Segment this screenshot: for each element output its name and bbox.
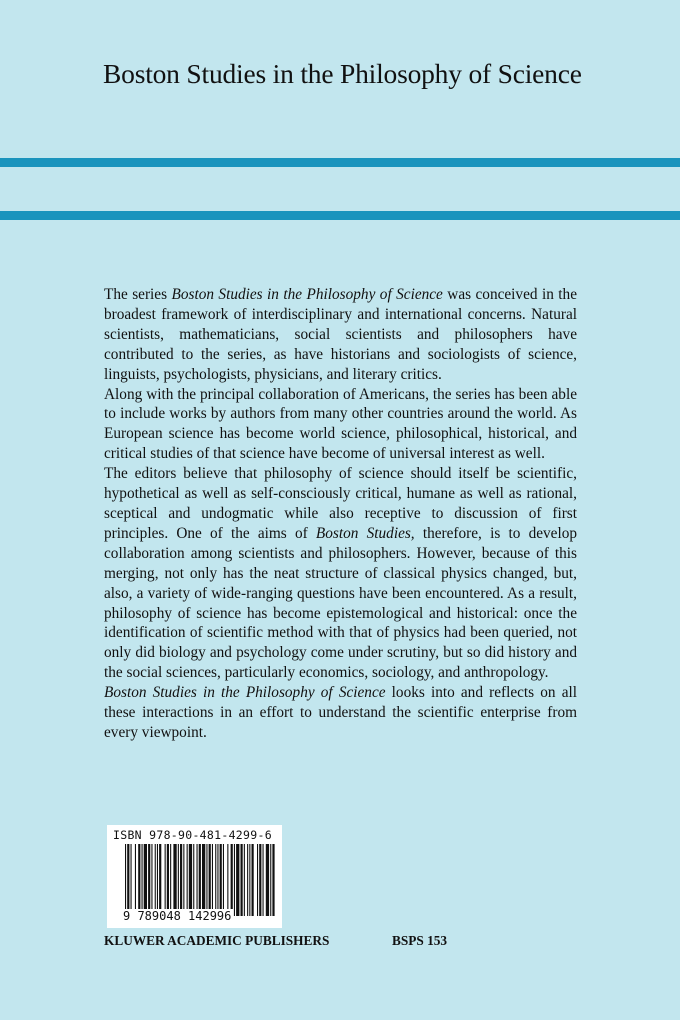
description-text <box>104 285 577 743</box>
paragraph <box>104 683 577 743</box>
paragraph <box>104 464 577 683</box>
text-segment: Along with the principal collaboration of Americans, the series has been able to include works by authors from many other countries around the world. As European science has become world science, philosophical, historical, and critical studies of that science have become of universal interest as well. <box>104 385 577 463</box>
barcode-bar <box>125 844 126 916</box>
barcode-bar <box>206 844 207 916</box>
barcode-bar <box>241 844 243 916</box>
text-segment: looks into and reflects on all these interactions in an effort to understand the scientific enterprise from every viewpoint. <box>104 684 577 741</box>
publisher-name: KLUWER ACADEMIC PUBLISHERS <box>104 933 330 948</box>
barcode-bar <box>257 844 258 916</box>
barcode-bar <box>170 844 171 916</box>
barcode-bar <box>127 844 129 916</box>
barcode-bar <box>178 844 179 916</box>
barcode-bar <box>263 844 264 916</box>
barcode-bar <box>217 844 218 916</box>
series-title: Boston Studies in the Philosophy of Science <box>103 58 582 89</box>
barcode-bar <box>165 844 166 916</box>
barcode-bar <box>138 844 140 916</box>
ean-number: 9 789048 142996 <box>123 909 232 923</box>
italic-text: Boston Studies in the Philosophy of Science <box>104 684 386 702</box>
text-segment: The series <box>104 286 172 303</box>
barcode-bar <box>148 844 150 916</box>
text-segment: The editors believe that philosophy of science should itself be scientific, hypothetical as well as self-consciously critical, humane as well as rational, sceptical and undogmatic while also receptive to discussion of first principles. One of the aims of <box>104 465 577 542</box>
text-segment: was conceived in the broadest framework of interdisciplinary and international concerns. Natural scientists, mathematicians, social scientists and philosophers have contributed to the series, as have historians and sociologists of science, linguists, psychologists, physicians, and literary critics. <box>104 286 577 383</box>
barcode-bar <box>167 844 169 916</box>
barcode-bar <box>187 844 188 916</box>
barcode-bar <box>197 844 198 916</box>
barcode-bar <box>223 844 224 916</box>
barcode-bar <box>135 844 136 916</box>
paragraph <box>104 285 577 385</box>
barcode-bar <box>247 844 248 916</box>
barcode-bar <box>252 844 254 916</box>
paragraph <box>104 385 577 465</box>
italic-text: Boston Studies in the Philosophy of Science <box>171 286 443 303</box>
barcode-bar <box>199 844 201 916</box>
barcode-bar <box>249 844 250 916</box>
barcode-bar <box>142 844 143 916</box>
barcode-bar <box>144 844 147 916</box>
text-segment: therefore, is to develop collaboration among scientists and philosophers. However, because of this merging, not only has the neat structure of classical physics changed, but, also, a variety of wide-ranging questions have been encountered. As a result, philosophy of science has become epistemological and historical: once the identification of scientific method with that of physics had been queried, not only did biology and psychology come under scrutiny, but so did history and the social sciences, particularly economics, sociology, and anthropology. <box>104 524 578 682</box>
barcode-bar <box>212 844 213 916</box>
barcode-bar <box>227 844 228 916</box>
barcode-bar <box>193 844 194 916</box>
barcode-bar <box>180 844 182 916</box>
barcode-bar <box>131 844 132 916</box>
barcode-bar <box>234 844 235 916</box>
barcode-bar <box>151 844 152 916</box>
barcode-bar <box>157 844 158 916</box>
barcode-bar <box>189 844 192 916</box>
barcode-bar <box>159 844 161 916</box>
barcode-bar <box>270 844 271 916</box>
barcode-bar <box>209 844 211 916</box>
barcode-bar <box>259 844 261 916</box>
barcode-bar <box>244 844 245 916</box>
italic-text: Boston Studies, <box>315 524 415 542</box>
barcode <box>107 825 282 928</box>
barcode-bar <box>220 844 222 916</box>
bottom-stripe <box>0 211 680 220</box>
barcode-bar <box>231 844 233 916</box>
barcode-bar <box>173 844 176 916</box>
barcode-bar <box>272 844 274 916</box>
barcode-bar <box>202 844 205 916</box>
barcode-bar <box>183 844 184 916</box>
barcode-bars <box>125 844 275 916</box>
top-stripe <box>0 158 680 167</box>
isbn-label: ISBN 978-90-481-4299-6 <box>113 828 272 842</box>
barcode-bar <box>236 844 239 916</box>
barcode-bar <box>155 844 156 916</box>
barcode-bar <box>215 844 216 916</box>
barcode-bar <box>266 844 269 916</box>
series-code: BSPS 153 <box>392 933 448 948</box>
